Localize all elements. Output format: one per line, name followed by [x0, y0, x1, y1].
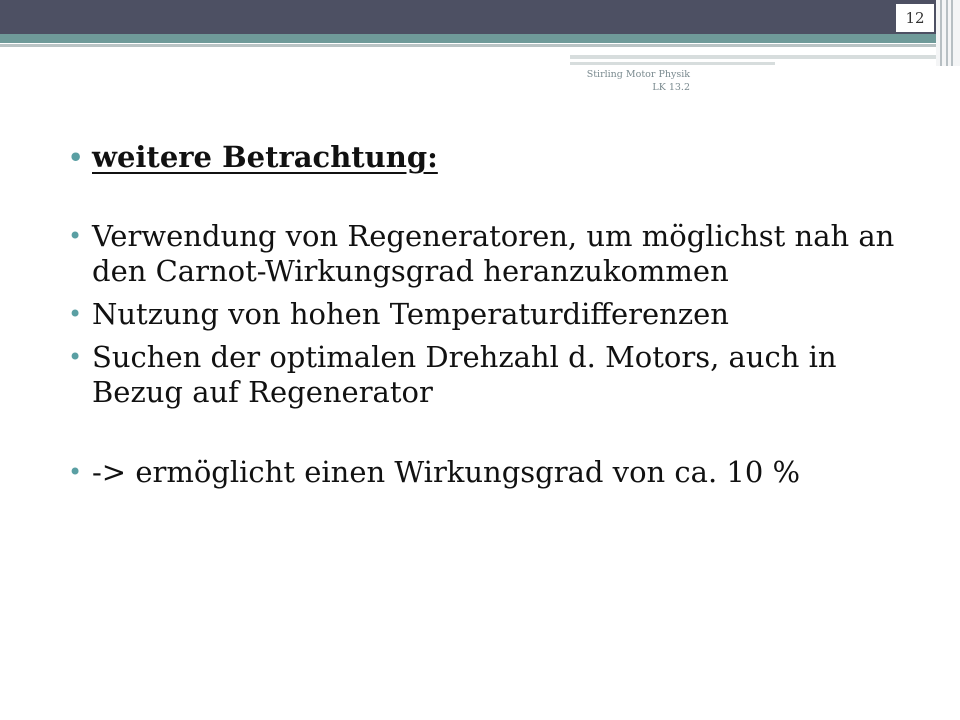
bullet-heading: • weitere Betrachtung:: [68, 140, 918, 175]
footer-note-line: Stirling Motor Physik: [586, 69, 690, 80]
slide-number: 12: [896, 4, 934, 32]
header-divider-line-3: [570, 62, 775, 65]
bullet-item: • Suchen der optimalen Drehzahl d. Motors, auch in Bezug auf Regenerator: [68, 340, 918, 410]
bullet-item: • Verwendung von Regeneratoren, um möglichst nah an den Carnot-Wirkungsgrad heranzukommen: [68, 219, 918, 289]
right-frame-decoration: [936, 0, 960, 66]
bullet-list: [68, 140, 918, 490]
header-divider-line-2: [570, 55, 936, 59]
header-accent-band: [0, 34, 936, 43]
frame-line: [940, 0, 942, 66]
frame-line: [951, 0, 953, 66]
header-divider-line: [0, 44, 936, 47]
header-bar: [0, 0, 960, 34]
header-stripe: [570, 49, 890, 52]
frame-line: [946, 0, 948, 66]
footer-note: [575, 68, 690, 94]
bullet-item: • Nutzung von hohen Temperaturdifferenzen: [68, 297, 918, 332]
footer-note-line: LK 13.2: [652, 82, 690, 93]
bullet-item: • -> ermöglicht einen Wirkungsgrad von ca. 10 %: [68, 455, 918, 490]
